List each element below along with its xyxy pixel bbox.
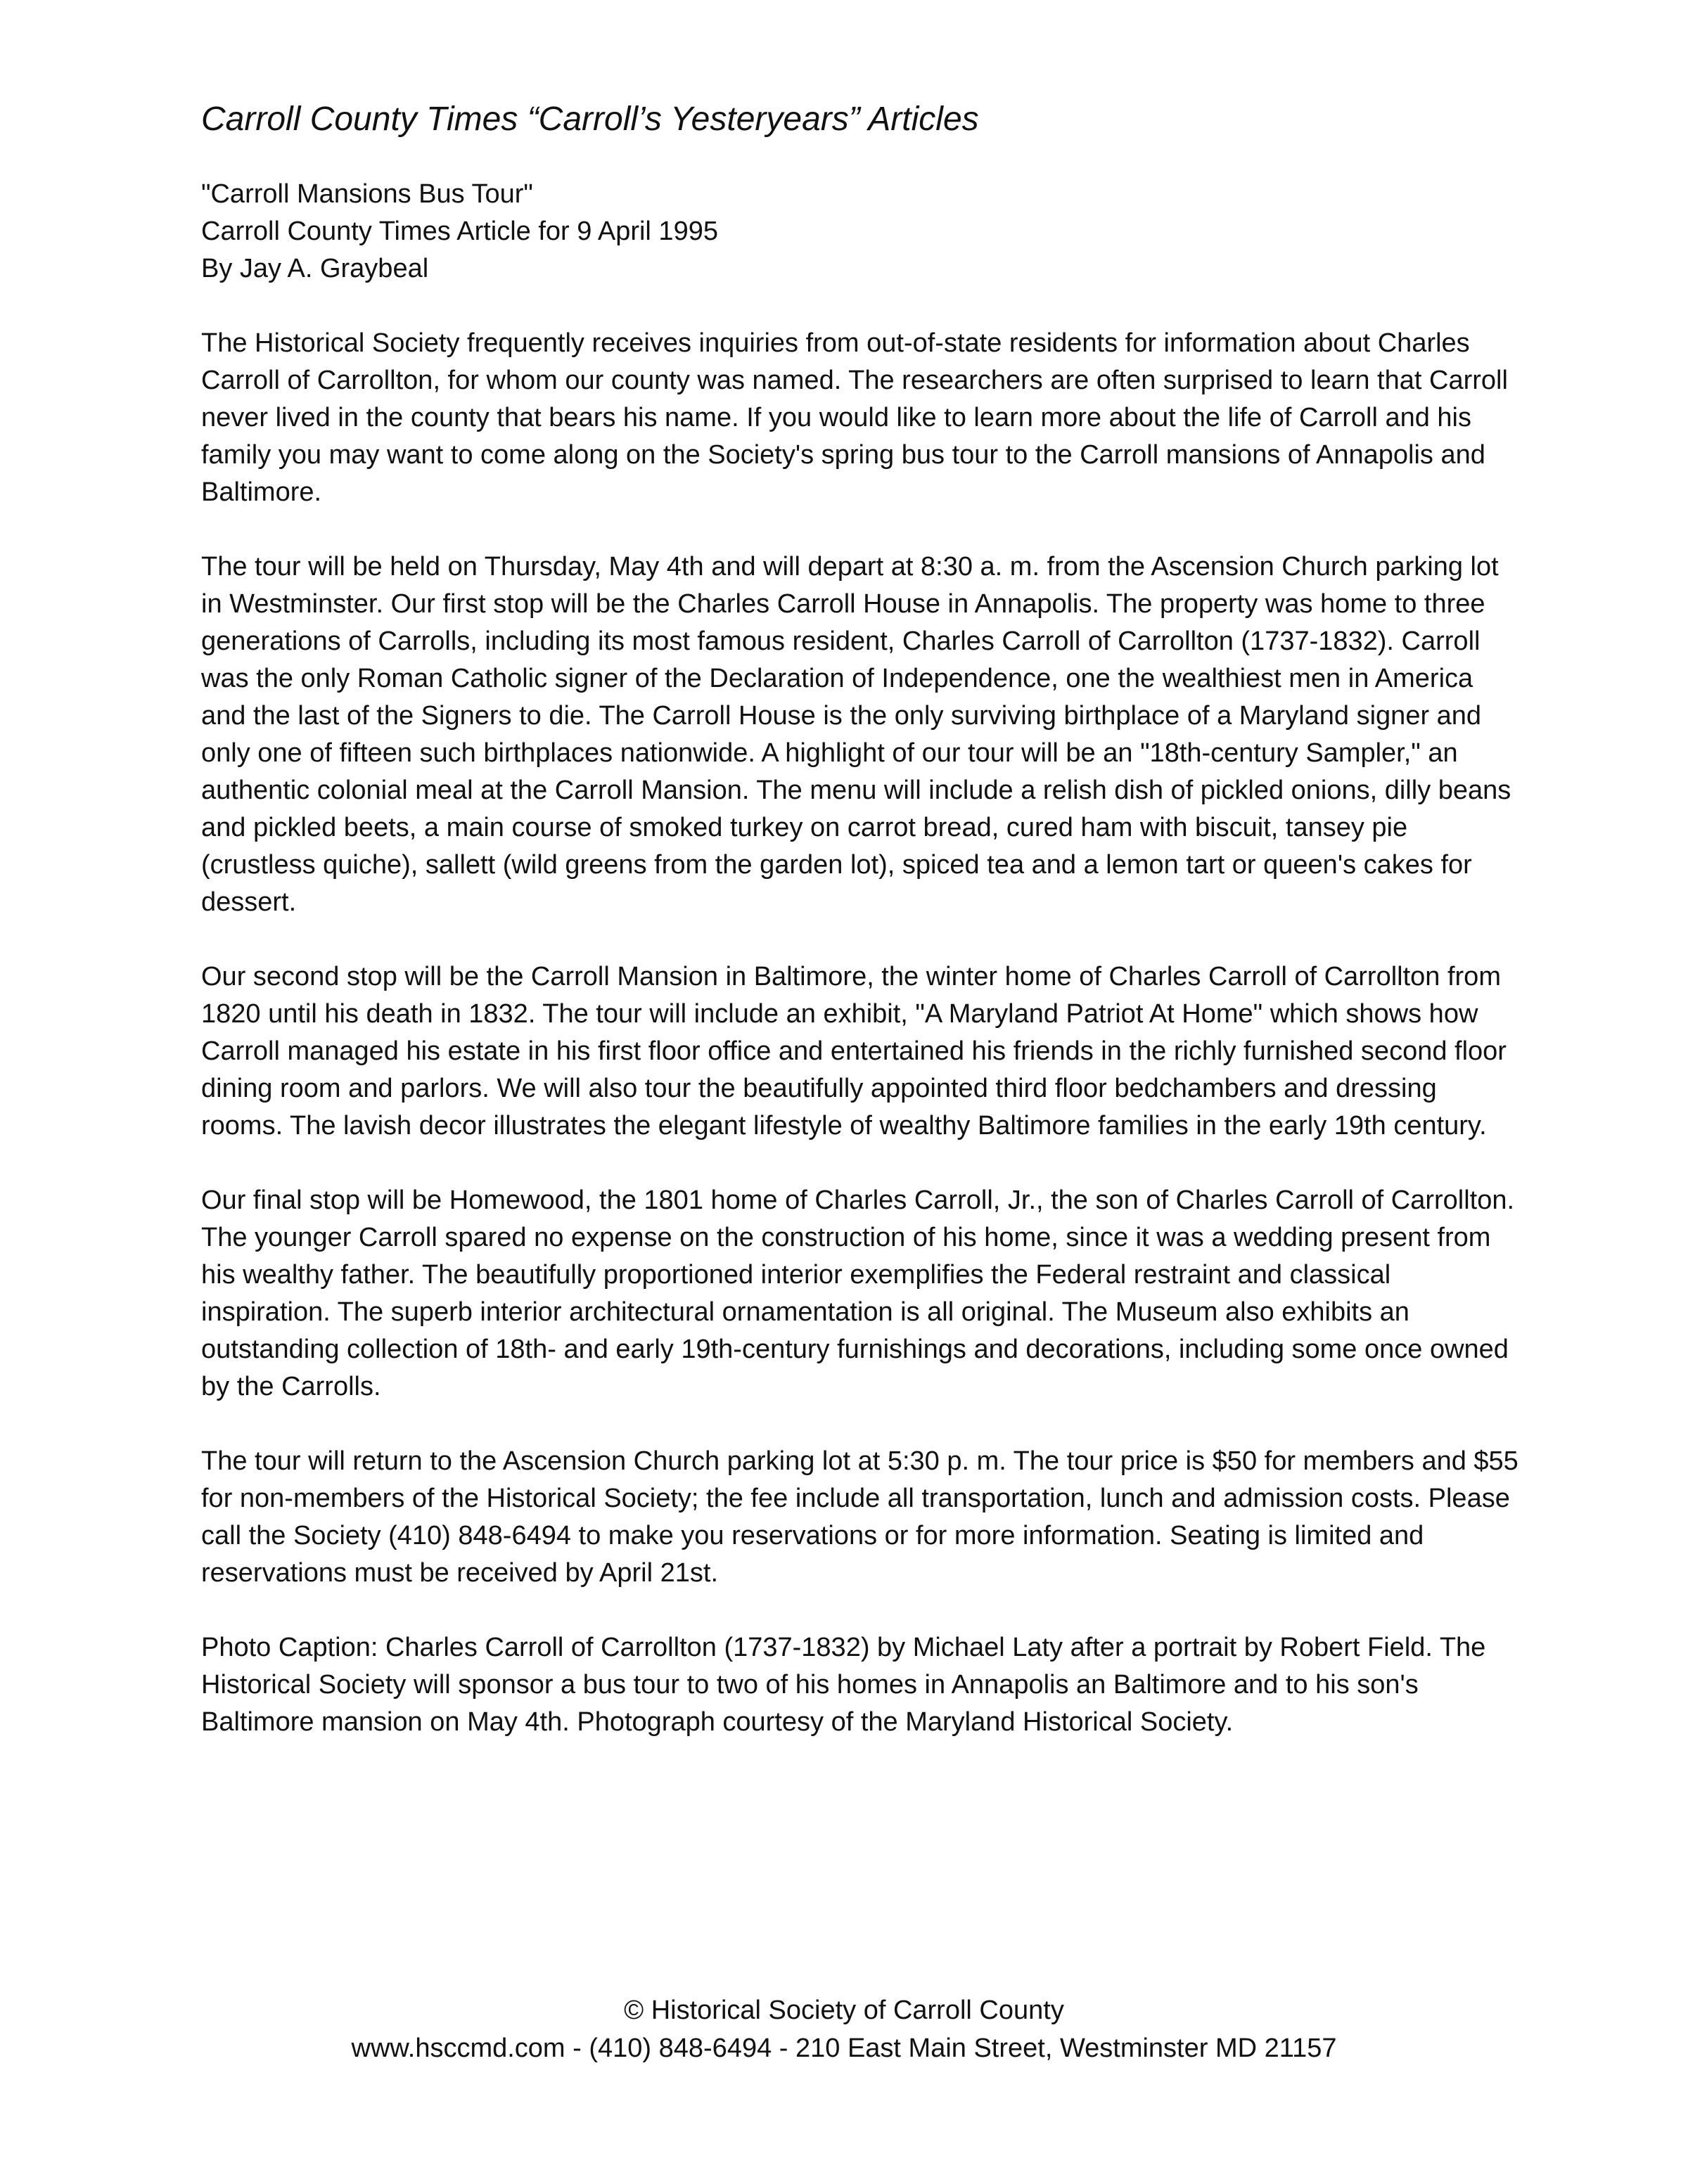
footer-contact: www.hsccmd.com - (410) 848-6494 - 210 East Main Street, Westminster MD 21157 xyxy=(351,2034,1337,2063)
paragraph-second-stop: Our second stop will be the Carroll Mansion in Baltimore, the winter home of Charles Carroll of Carrollton from 1820 until his death in 1832. The tour will include an exhibit, "A Maryland Patriot At Home" which shows how Carroll managed his estate in his first floor office and entertained his friends in the richly furnished second floor dining room and parlors. We will also tour the beautifully appointed third floor bedchambers and dressing rooms. The lavish decor illustrates the elegant lifestyle of wealthy Baltimore families in the early 19th century. xyxy=(201,962,1507,1141)
article-dateline: Carroll County Times Article for 9 April 1995 xyxy=(201,217,718,246)
series-title: Carroll County Times “Carroll’s Yesteryears” Articles xyxy=(201,101,979,138)
article-page xyxy=(201,98,1523,1741)
paragraph-first-stop: The tour will be held on Thursday, May 4th and will depart at 8:30 a. m. from the Ascension Church parking lot in Westminster. Our first stop will be the Charles Carroll House in Annapolis. The property was home to three generations of Carrolls, including its most famous resident, Charles Carroll of Carrollton (1737-1832). Carroll was the only Roman Catholic signer of the Declaration of Independence, one the wealthiest men in America and the last of the Signers to die. The Carroll House is the only surviving birthplace of a Maryland signer and only one of fifteen such birthplaces nationwide. A highlight of our tour will be an "18th-century Sampler," an authentic colonial meal at the Carroll Mansion. The menu will include a relish dish of pickled onions, dilly beans and pickled beets, a main course of smoked turkey on carrot bread, cured ham with biscuit, tansey pie (crustless quiche), sallett (wild greens from the garden lot), spiced tea and a lemon tart or queen's cakes for dessert. xyxy=(201,552,1511,917)
paragraph-tour-details: The tour will return to the Ascension Church parking lot at 5:30 p. m. The tour price is $50 for members and $55 for non-members of the Historical Society; the fee include all transportation, lunch and admission costs. Please call the Society (410) 848-6494 to make you reservations or for more information. Seating is limited and reservations must be received by April 21st. xyxy=(201,1446,1518,1588)
article-byline: By Jay A. Graybeal xyxy=(201,254,429,283)
footer-copyright: © Historical Society of Carroll County xyxy=(624,1996,1064,2025)
article-title: "Carroll Mansions Bus Tour" xyxy=(201,179,533,209)
page-footer xyxy=(0,1991,1688,2067)
paragraph-intro: The Historical Society frequently receives inquiries from out-of-state residents for information about Charles Carroll of Carrollton, for whom our county was named. The researchers are often surprised to learn that Carroll never lived in the county that bears his name. If you would like to learn more about the life of Carroll and his family you may want to come along on the Society's spring bus tour to the Carroll mansions of Annapolis and Baltimore. xyxy=(201,328,1508,507)
article-meta xyxy=(201,176,1523,288)
photo-caption: Photo Caption: Charles Carroll of Carrollton (1737-1832) by Michael Laty after a portrait by Robert Field. The Historical Society will sponsor a bus tour to two of his homes in Annapolis an Baltimore and to his son's Baltimore mansion on May 4th. Photograph courtesy of the Maryland Historical Society. xyxy=(201,1633,1486,1737)
paragraph-final-stop: Our final stop will be Homewood, the 1801 home of Charles Carroll, Jr., the son of Charles Carroll of Carrollton. The younger Carroll spared no expense on the construction of his home, since it was a wedding present from his wealthy father. The beautifully proportioned interior exemplifies the Federal restraint and classical inspiration. The superb interior architectural ornamentation is all original. The Museum also exhibits an outstanding collection of 18th- and early 19th-century furnishings and decorations, including some once owned by the Carrolls. xyxy=(201,1186,1515,1401)
